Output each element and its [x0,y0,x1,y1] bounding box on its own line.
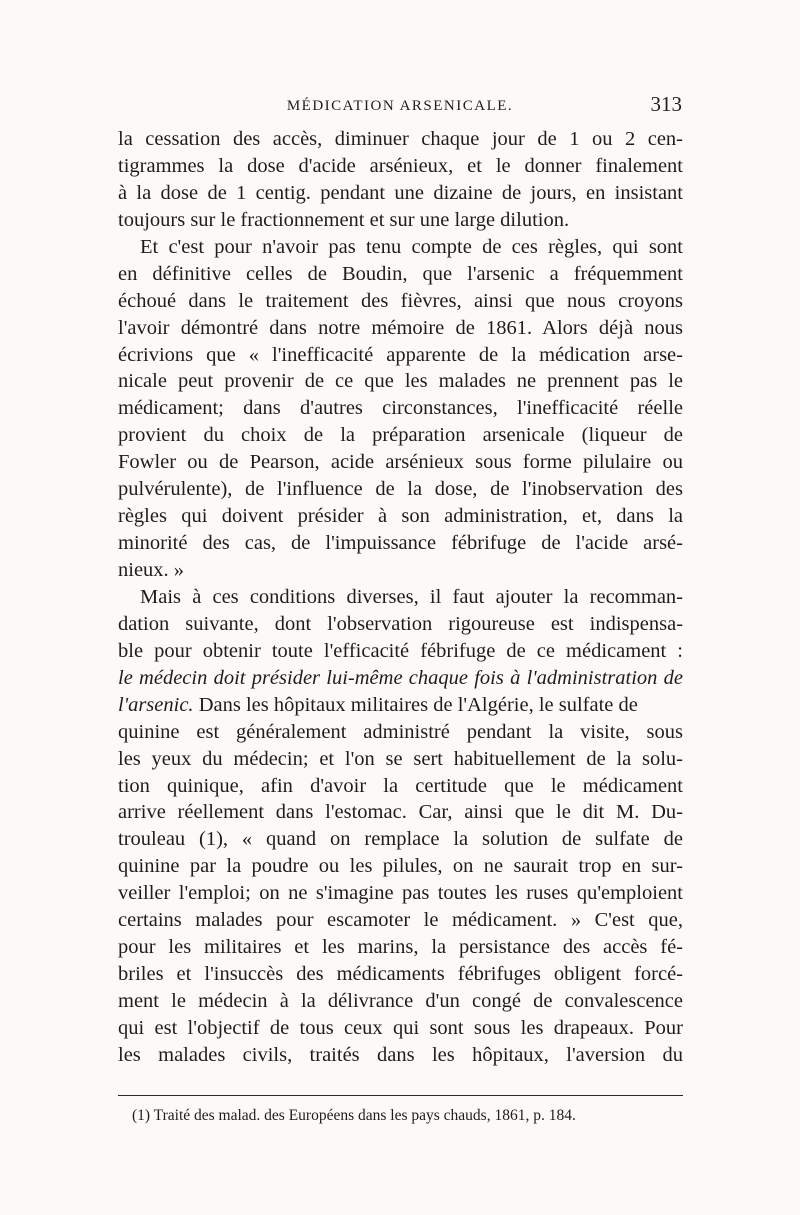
text-line: provient du choix de la préparation arsenicale (liqueur de [118,424,683,447]
page-header [118,92,682,122]
text-line: échoué dans le traitement des fièvres, ainsi que nous croyons [118,289,683,312]
text-line-rest: Dans les hôpitaux militaires de l'Algérie, le sulfate de [193,693,638,716]
text-line: pour les militaires et les marins, la persistance des accès fé- [118,936,683,959]
text-line: quinine est généralement administré pendant la visite, sous [118,720,683,743]
text-line [118,692,683,719]
text-line: certains malades pour escamoter le médicament. » C'est que, [118,909,683,932]
text-line: nicale peut provenir de ce que les malades ne prennent pas le [118,370,683,393]
text-line: dation suivante, dont l'observation rigoureuse est indispensa- [118,612,683,635]
text-line: l'avoir démontré dans notre mémoire de 1861. Alors déjà nous [118,316,683,339]
text-line: règles qui doivent présider à son administration, et, dans la [118,505,683,528]
italic-phrase: l'arsenic. [118,693,194,716]
text-line: arrive réellement dans l'estomac. Car, ainsi que le dit M. Du- [118,801,683,824]
text-line: trouleau (1), « quand on remplace la solution de sulfate de [118,828,683,851]
footnote-divider [118,1095,683,1096]
text-line: toujours sur le fractionnement et sur une large dilution. [118,208,570,231]
text-line: pulvérulente), de l'influence de la dose, de l'inobservation des [118,478,683,501]
text-line: veiller l'emploi; on ne s'imagine pas toutes les ruses qu'emploient [118,882,683,905]
text-line: tigrammes la dose d'acide arsénieux, et le donner finalement [118,154,683,177]
text-line: la cessation des accès, diminuer chaque jour de 1 ou 2 cen- [118,128,683,150]
text-line: Et c'est pour n'avoir pas tenu compte de ces règles, qui sont [140,235,683,258]
text-line: médicament; dans d'autres circonstances, l'inefficacité réelle [118,397,683,420]
text-line: nieux. » [118,559,185,581]
text-line-italic: le médecin doit présider lui-même chaque fois à l'administration de [118,666,683,689]
text-line: tion quinique, afin d'avoir la certitude que le médicament [118,774,683,797]
text-line: ment le médecin à la délivrance d'un congé de convalescence [118,990,683,1012]
body-text [118,126,683,1069]
text-line: minorité des cas, de l'impuissance fébrifuge de l'acide arsé- [118,532,683,555]
text-line: écrivions que « l'inefficacité apparente de la médication arse- [118,343,683,366]
page-number: 313 [650,92,682,116]
text-line: ble pour obtenir toute l'efficacité fébrifuge de ce médicament : [118,639,683,662]
text-line: Fowler ou de Pearson, acide arsénieux sous forme pilulaire ou [118,451,683,474]
text-line: Mais à ces conditions diverses, il faut ajouter la recomman- [140,585,683,608]
text-line: les malades civils, traités dans les hôpitaux, l'aversion du [118,1043,683,1066]
text-line: en définitive celles de Boudin, que l'arsenic a fréquemment [118,262,683,285]
running-head: MÉDICATION ARSENICALE. [286,98,514,114]
text-line: les yeux du médecin; et l'on se sert habituellement de la solu- [118,747,683,770]
text-line: briles et l'insuccès des médicaments fébrifuges obligent forcé- [118,963,683,986]
text-line: qui est l'objectif de tous ceux qui sont sous les drapeaux. Pour [118,1016,683,1039]
text-line: à la dose de 1 centig. pendant une dizaine de jours, en insistant [118,181,683,204]
text-line: quinine par la poudre ou les pilules, on ne saurait trop en sur- [118,855,683,878]
footnote: (1) Traité des malad. des Européens dans les pays chauds, 1861, p. 184. [132,1107,576,1124]
